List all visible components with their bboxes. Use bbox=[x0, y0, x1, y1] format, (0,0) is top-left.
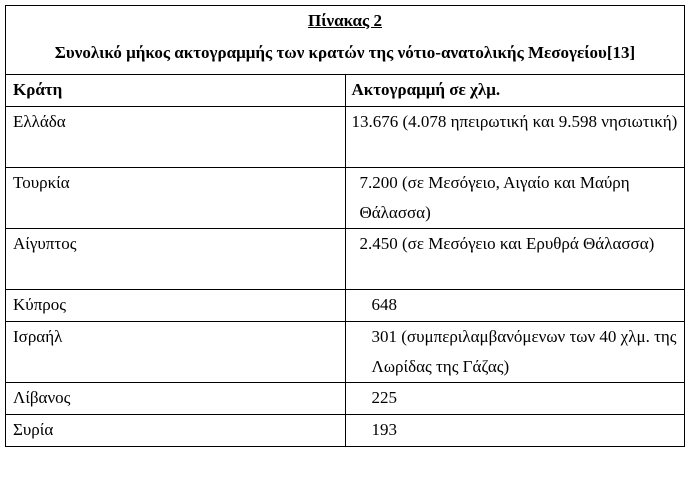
coastline-cell: 225 bbox=[345, 383, 685, 415]
caption-row bbox=[6, 6, 685, 75]
coastline-cell: 301 (συμπεριλαμβανόμενων των 40 χλμ. της Λωρίδας της Γάζας) bbox=[345, 322, 685, 383]
table-title: Πίνακας 2 bbox=[308, 11, 382, 30]
country-cell: Συρία bbox=[6, 415, 346, 447]
table-caption bbox=[6, 6, 685, 75]
coastline-cell: 2.450 (σε Μεσόγειο και Ερυθρά Θάλασσα) bbox=[345, 229, 685, 290]
table-row bbox=[6, 322, 685, 383]
header-row bbox=[6, 75, 685, 107]
coastline-table bbox=[5, 5, 685, 447]
coastline-cell: 193 bbox=[345, 415, 685, 447]
table-row bbox=[6, 107, 685, 168]
country-cell: Λίβανος bbox=[6, 383, 346, 415]
country-cell: Τουρκία bbox=[6, 168, 346, 229]
country-cell: Ελλάδα bbox=[6, 107, 346, 168]
coastline-cell: 648 bbox=[345, 290, 685, 322]
country-cell: Κύπρος bbox=[6, 290, 346, 322]
table-row bbox=[6, 415, 685, 447]
coastline-table-container bbox=[5, 5, 685, 479]
country-cell: Ισραήλ bbox=[6, 322, 346, 383]
coastline-cell: 13.676 (4.078 ηπειρωτική και 9.598 νησιωτική) bbox=[345, 107, 685, 168]
table-row bbox=[6, 168, 685, 229]
table-row bbox=[6, 229, 685, 290]
table-subtitle: Συνολικό μήκος ακτογραμμής των κρατών της νότιο-ανατολικής Μεσογείου[13] bbox=[54, 43, 636, 62]
table-row bbox=[6, 290, 685, 322]
header-coastline: Ακτογραμμή σε χλμ. bbox=[345, 75, 685, 107]
header-country: Κράτη bbox=[6, 75, 346, 107]
coastline-cell: 7.200 (σε Μεσόγειο, Αιγαίο και Μαύρη Θάλασσα) bbox=[345, 168, 685, 229]
table-row bbox=[6, 383, 685, 415]
country-cell: Αίγυπτος bbox=[6, 229, 346, 290]
